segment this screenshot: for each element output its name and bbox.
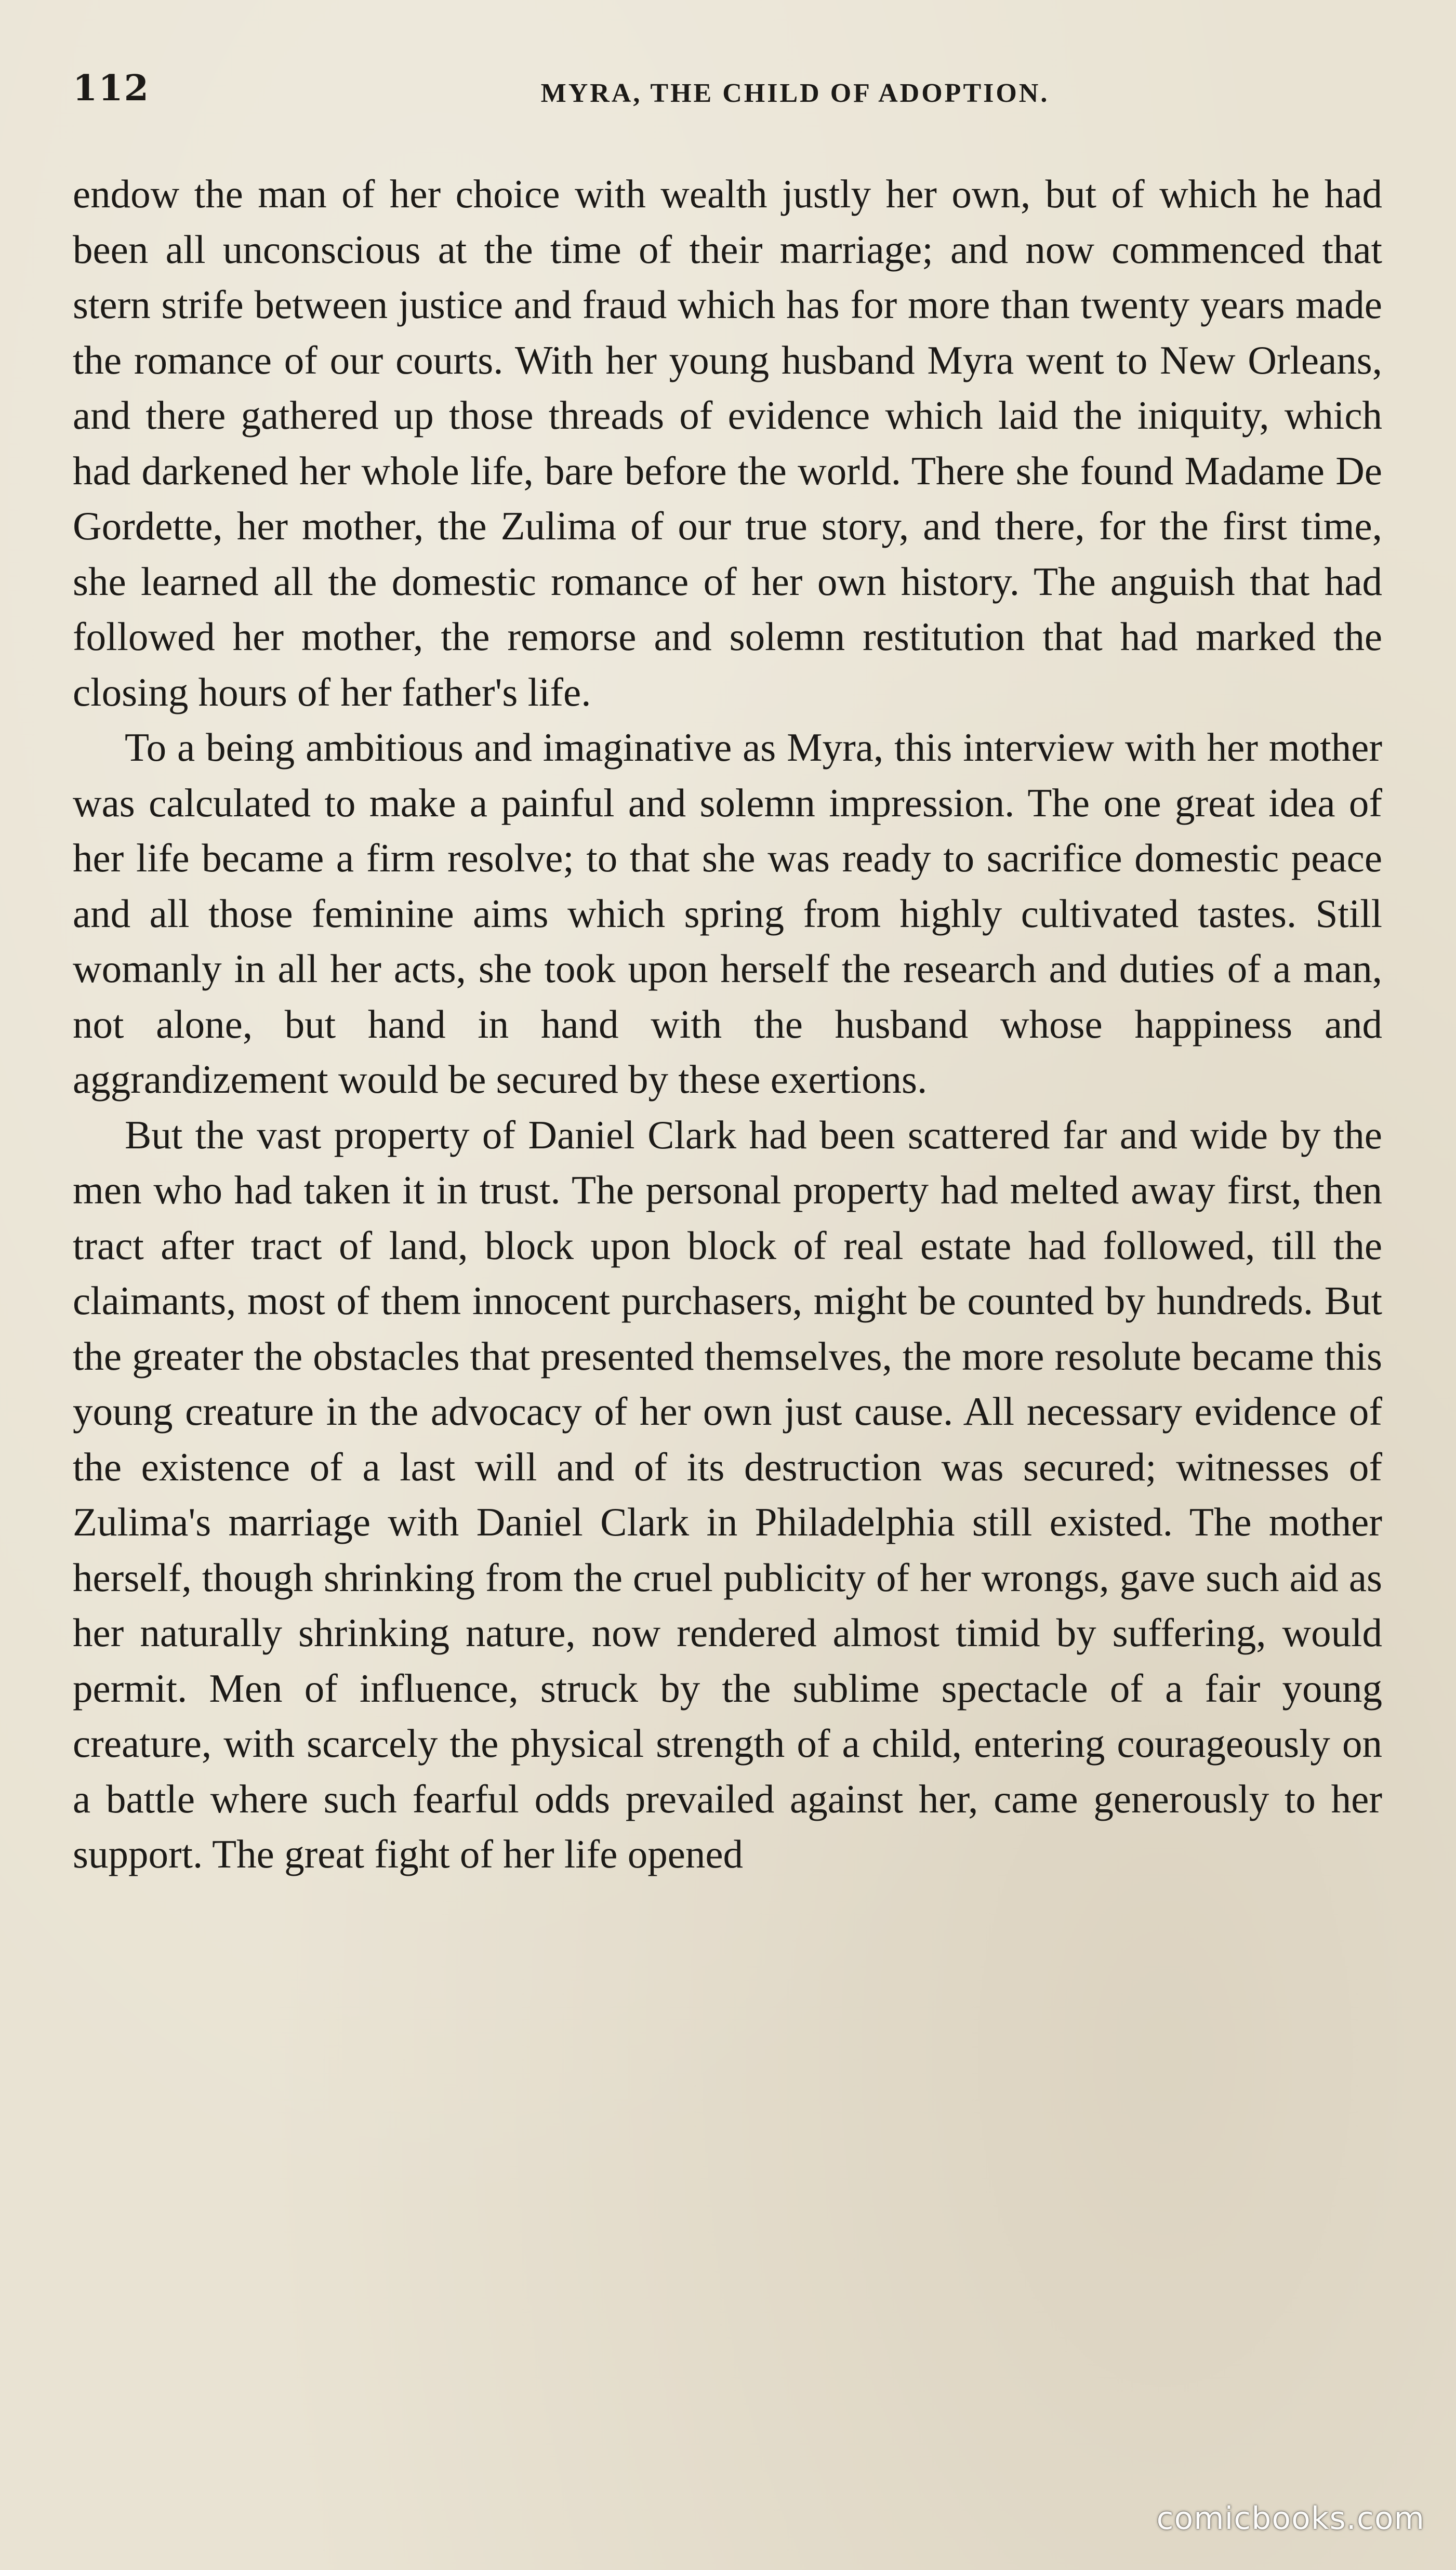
book-page [73, 62, 1382, 2505]
paragraph: But the vast property of Daniel Clark had been scattered far and wide by the men who had taken it in trust. The personal property had melted away first, then tract after tract of land, block upon block of real estate had followed, till the claimants, most of them innocent purchasers, might be counted by hundreds. But the greater the obstacles that presented themselves, the more resolute became this young creature in the advocacy of her own just cause. All necessary evidence of the existence of a last will and of its destruction was secured; witnesses of Zulima's marriage with Daniel Clark in Philadelphia still existed. The mother herself, though shrinking from the cruel publicity of her wrongs, gave such aid as her naturally shrinking nature, now rendered almost timid by suffering, would permit. Men of influence, struck by the sublime spectacle of a fair young creature, with scarcely the physical strength of a child, entering courageously on a battle where such fearful odds prevailed against her, came generously to her support. The great fight of her life opened [73, 1112, 1382, 1876]
running-head: MYRA, THE CHILD OF ADOPTION. [540, 78, 1050, 108]
watermark: comicbooks.com [1156, 2500, 1425, 2537]
page-number: 112 [73, 68, 150, 109]
body-text [73, 166, 1382, 1882]
paragraph: endow the man of her choice with wealth justly her own, but of which he had been all unconscious at the time of their marriage; and now commenced that stern strife between justice and fraud which has for more than twenty years made the romance of our courts. With her young husband Myra went to New Orleans, and there gathered up those threads of evidence which laid the iniquity, which had darkened her whole life, bare before the world. There she found Madame De Gordette, her mother, the Zulima of our true story, and there, for the first time, she learned all the domestic romance of her own history. The anguish that had followed her mother, the remorse and solemn restitution that had marked the closing hours of her father's life. [73, 171, 1382, 714]
paragraph: To a being ambitious and imaginative as Myra, this interview with her mother was calculated to make a painful and solemn impression. The one great idea of her life became a firm resolve; to that she was ready to sacrifice domestic peace and all those feminine aims which spring from highly cultivated tastes. Still womanly in all her acts, she took upon herself the research and duties of a man, not alone, but hand in hand with the husband whose happiness and aggrandizement would be secured by these exertions. [73, 725, 1382, 1102]
page-header [73, 62, 1382, 130]
